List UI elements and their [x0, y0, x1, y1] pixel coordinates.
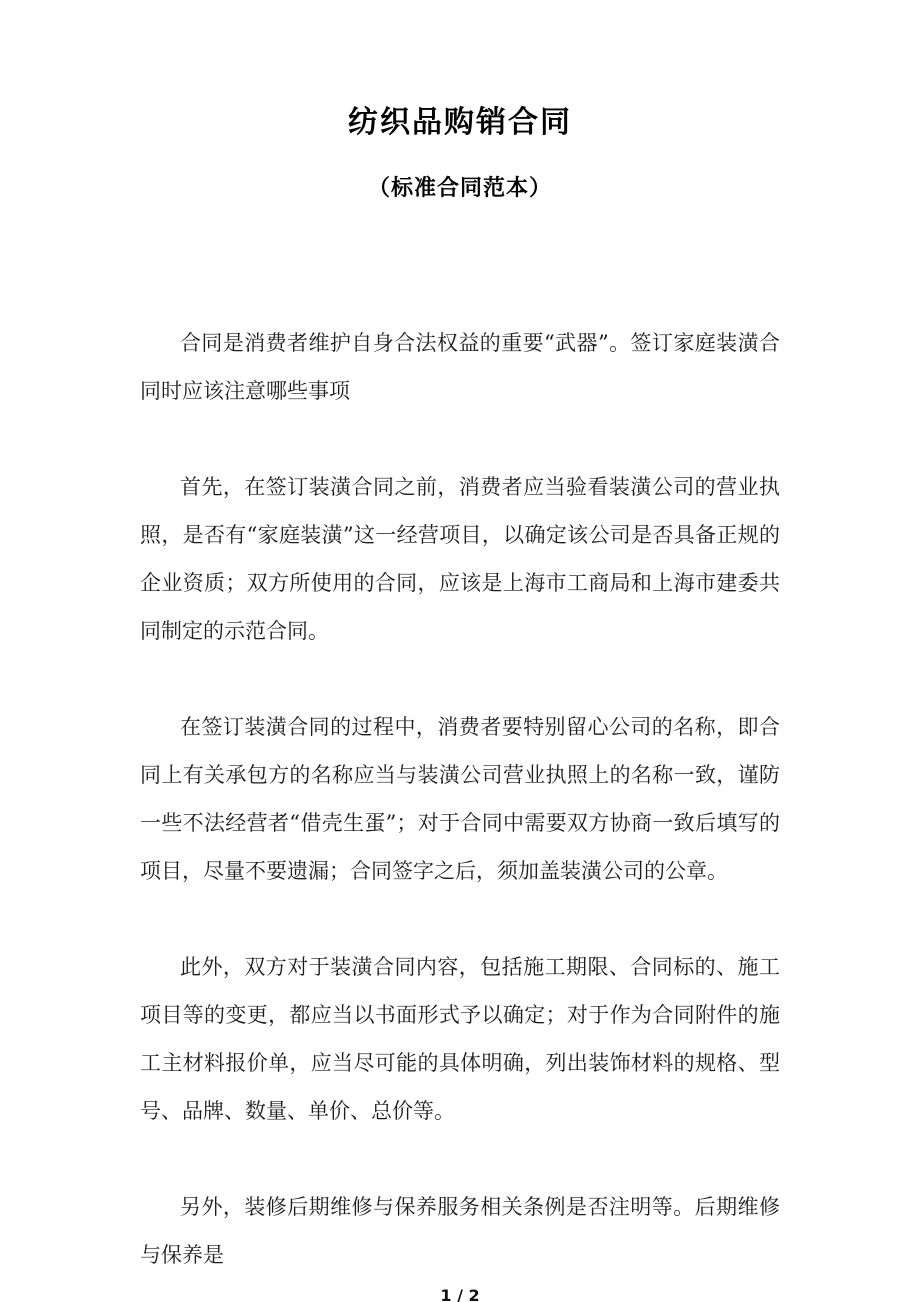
document-title: 纺织品购销合同 [348, 105, 572, 140]
paragraph-first-check-license: 首先，在签订装潢合同之前，消费者应当验看装潢公司的营业执照，是否有“家庭装潢”这一经营项目，以确定该公司是否具备正规的企业资质；双方所使用的合同，应该是上海市工商局和上海市建委共同制定的示范合同。 [140, 475, 780, 643]
paragraph-maintenance-note: 另外，装修后期维修与保养服务相关条例是否注明等。后期维修与保养是 [140, 1195, 780, 1267]
paragraph-intro: 合同是消费者维护自身合法权益的重要“武器”。签订家庭装潢合同时应该注意哪些事项 [140, 331, 780, 403]
paragraph-company-name-caution: 在签订装潢合同的过程中，消费者要特别留心公司的名称，即合同上有关承包方的名称应当与装潢公司营业执照上的名称一致，谨防一些不法经营者“借壳生蛋”；对于合同中需要双方协商一致后填写的项目，尽量不要遗漏；合同签字之后，须加盖装潢公司的公章。 [140, 715, 780, 883]
paragraph-written-changes: 此外，双方对于装潢合同内容，包括施工期限、合同标的、施工项目等的变更，都应当以书面形式予以确定；对于作为合同附件的施工主材料报价单，应当尽可能的具体明确，列出装饰材料的规格、型号、品牌、数量、单价、总价等。 [140, 955, 780, 1123]
page-number: 1 / 2 [440, 1286, 480, 1302]
document-body [140, 319, 780, 1279]
document-subtitle: （标准合同范本） [367, 175, 552, 201]
